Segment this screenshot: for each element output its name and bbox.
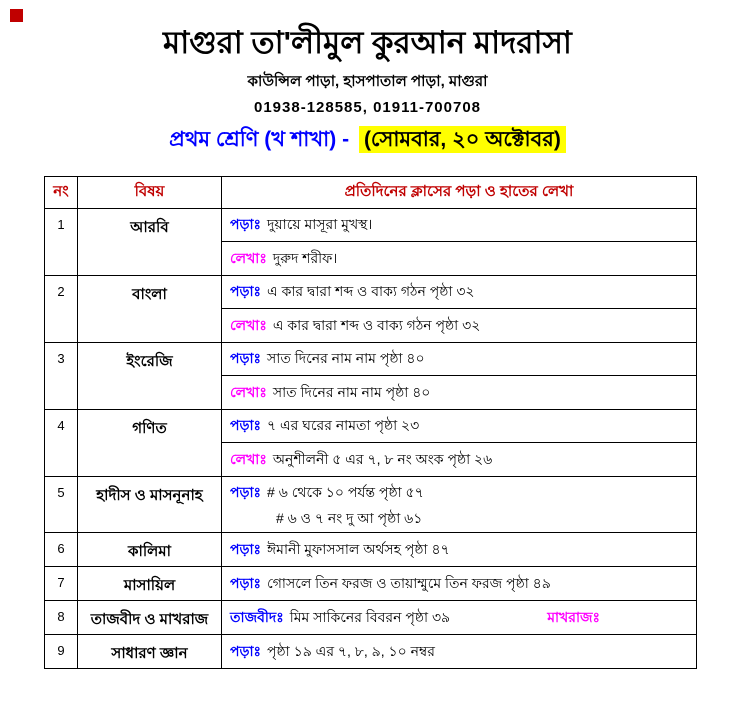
lesson-text: পৃষ্ঠা ১৯ এর ৭, ৮, ৯, ১০ নম্বর [267, 642, 435, 659]
serial-cell: 7 [45, 567, 78, 600]
lesson-label: লেখাঃ [230, 316, 267, 333]
table-row [45, 209, 696, 276]
school-title: মাগুরা তা'লীমুল কুরআন মাদরাসা [163, 25, 572, 60]
lesson-label: পড়াঃ [230, 642, 262, 659]
table-row [45, 601, 696, 635]
subject-cell: তাজবীদ ও মাখরাজ [78, 601, 222, 634]
lesson-label: পড়াঃ [230, 216, 262, 232]
column-header-serial: নং [45, 177, 78, 208]
table-row [45, 276, 696, 343]
lesson-text: মিম সাকিনের বিবরন পৃষ্ঠা ৩৯ [289, 608, 451, 625]
lesson-text: সাত দিনের নাম নাম পৃষ্ঠা ৪০ [267, 350, 425, 366]
table-row [45, 635, 696, 668]
serial-cell: 8 [45, 601, 78, 634]
lesson-line [222, 343, 696, 376]
table-row [45, 567, 696, 601]
lesson-cell [222, 567, 696, 600]
lesson-label: পড়াঃ [230, 417, 262, 433]
table-header-row [45, 177, 696, 209]
subject-cell: কালিমা [78, 533, 222, 566]
serial-cell: 6 [45, 533, 78, 566]
lesson-cell [222, 276, 696, 342]
subject-cell: মাসায়িল [78, 567, 222, 600]
lesson-cell [222, 635, 696, 668]
class-heading [0, 123, 735, 158]
serial-cell: 9 [45, 635, 78, 668]
lesson-table-body [45, 209, 696, 668]
lesson-text: এ কার দ্বারা শব্দ ও বাক্য গঠন পৃষ্ঠা ৩২ [272, 316, 481, 333]
lesson-label: পড়াঃ [230, 574, 262, 591]
date-highlight: (সোমবার, ২০ অক্টোবর) [359, 126, 566, 153]
lesson-line [222, 477, 696, 507]
document-header [0, 0, 735, 158]
table-row [45, 410, 696, 477]
serial-cell: 5 [45, 477, 78, 532]
lesson-line [222, 309, 696, 342]
lesson-line [222, 276, 696, 309]
serial-cell: 1 [45, 209, 78, 275]
class-section-label: প্রথম শ্রেণি (খ শাখা) - [169, 127, 350, 151]
red-square-marker [10, 9, 23, 22]
lesson-line [222, 209, 696, 242]
lesson-line [222, 410, 696, 443]
lesson-cell [222, 601, 696, 634]
lesson-label: লেখাঃ [230, 450, 267, 467]
lesson-table [44, 176, 697, 669]
lesson-label: পড়াঃ [230, 350, 262, 366]
lesson-text: # ৬ থেকে ১০ পর্যন্ত পৃষ্ঠা ৫৭ [267, 484, 424, 500]
lesson-cell [222, 477, 696, 532]
makhraj-label: মাখরাজঃ [547, 608, 600, 625]
lesson-label: তাজবীদঃ [230, 608, 284, 625]
lesson-text: সাত দিনের নাম নাম পৃষ্ঠা ৪০ [272, 383, 431, 400]
lesson-label: লেখাঃ [230, 383, 267, 400]
lesson-label: পড়াঃ [230, 484, 262, 500]
serial-cell: 3 [45, 343, 78, 409]
lesson-line [222, 376, 696, 409]
lesson-line [222, 533, 696, 566]
phone-numbers: 01938-128585, 01911-700708 [253, 98, 482, 116]
lesson-label: পড়াঃ [230, 283, 262, 299]
table-row [45, 477, 696, 533]
column-header-subject: বিষয় [78, 177, 222, 208]
lesson-cell [222, 343, 696, 409]
lesson-text: এ কার দ্বারা শব্দ ও বাক্য গঠন পৃষ্ঠা ৩২ [267, 283, 475, 299]
lesson-cell [222, 209, 696, 275]
lesson-line [222, 242, 696, 275]
serial-cell: 4 [45, 410, 78, 476]
subject-cell: সাধারণ জ্ঞান [78, 635, 222, 668]
lesson-line [222, 635, 696, 668]
lesson-text: ঈমানী মুফাসসাল অর্থসহ পৃষ্ঠা ৪৭ [267, 540, 450, 557]
lesson-text: গোসলে তিন ফরজ ও তায়াম্মুমে তিন ফরজ পৃষ্ঠা ৪৯ [267, 574, 551, 591]
serial-cell: 2 [45, 276, 78, 342]
lesson-text-line2: # ৬ ও ৭ নং দু আ পৃষ্ঠা ৬১ [276, 510, 423, 526]
subject-cell: আরবি [78, 209, 222, 275]
school-address: কাউন্সিল পাড়া, হাসপাতাল পাড়া, মাগুরা [247, 72, 488, 90]
subject-cell: গণিত [78, 410, 222, 476]
table-row [45, 343, 696, 410]
subject-cell: ইংরেজি [78, 343, 222, 409]
lesson-cell [222, 533, 696, 566]
subject-cell: বাংলা [78, 276, 222, 342]
lesson-text: দুয়ায়ে মাসূরা মুখস্থ। [267, 216, 373, 232]
column-header-lessons: প্রতিদিনের ক্লাসের পড়া ও হাতের লেখা [344, 183, 574, 200]
lesson-line [222, 567, 696, 600]
lesson-label: লেখাঃ [230, 249, 267, 266]
subject-cell: হাদীস ও মাসনূনাহ [78, 477, 222, 532]
lesson-cell [222, 410, 696, 476]
lesson-text: অনুশীলনী ৫ এর ৭, ৮ নং অংক পৃষ্ঠা ২৬ [272, 450, 493, 467]
lesson-text: দুরুদ শরীফ। [272, 249, 338, 266]
lesson-line [222, 601, 696, 634]
lesson-line [222, 443, 696, 476]
table-row [45, 533, 696, 567]
lesson-label: পড়াঃ [230, 540, 262, 557]
lesson-text: ৭ এর ঘরের নামতা পৃষ্ঠা ২৩ [267, 417, 420, 433]
